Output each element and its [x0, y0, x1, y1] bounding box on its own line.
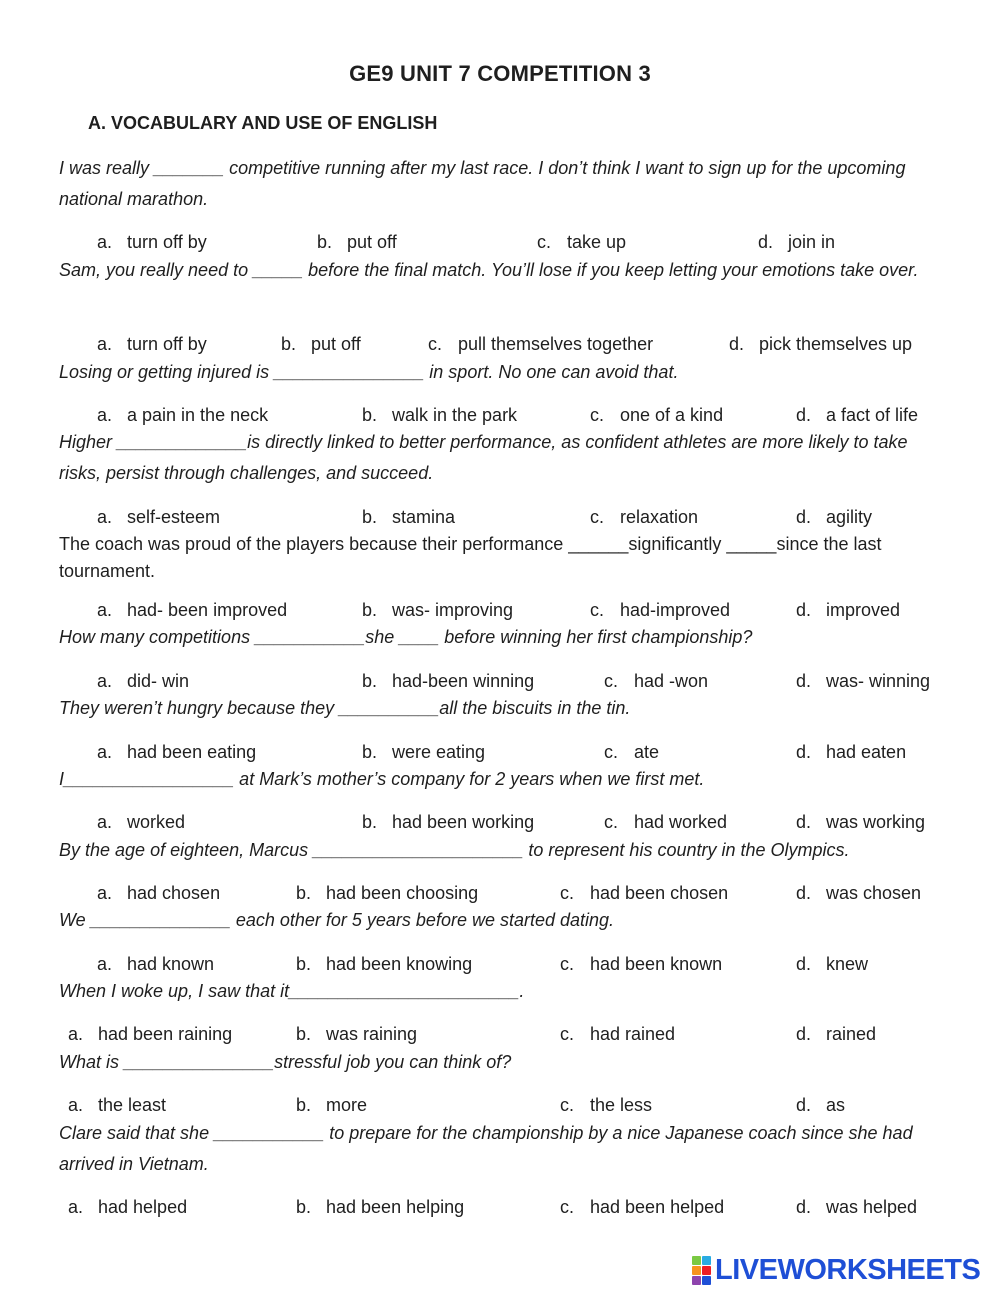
option-7b[interactable]: b. were eating	[362, 742, 486, 762]
option-4d[interactable]: d. agility	[796, 507, 873, 527]
option-7a[interactable]: a. had been eating	[97, 742, 257, 762]
option-1c[interactable]: c. take up	[537, 232, 627, 252]
question-4: Higher _____________is directly linked to better performance, as confident athletes are more likely to take risks, persist through challenges, and succeed.	[59, 432, 908, 483]
option-5b[interactable]: b. was- improving	[362, 600, 514, 620]
option-4b[interactable]: b. stamina	[362, 507, 456, 527]
section-heading: A. VOCABULARY AND USE OF ENGLISH	[88, 113, 438, 133]
question-10: We ______________ each other for 5 years before we started dating.	[59, 910, 615, 930]
option-11d[interactable]: d. rained	[796, 1024, 877, 1044]
question-3: Losing or getting injured is _______________ in sport. No one can avoid that.	[59, 362, 679, 382]
option-3b[interactable]: b. walk in the park	[362, 405, 518, 425]
option-8c[interactable]: c. had worked	[604, 812, 728, 832]
option-8b[interactable]: b. had been working	[362, 812, 535, 832]
question-2: Sam, you really need to _____ before the final match. You’ll lose if you keep letting your emotions take over.	[59, 260, 919, 280]
option-12d[interactable]: d. as	[796, 1095, 846, 1115]
option-5d[interactable]: d. improved	[796, 600, 901, 620]
option-2c[interactable]: c. pull themselves together	[428, 334, 654, 354]
page-title: GE9 UNIT 7 COMPETITION 3	[349, 61, 651, 86]
option-7c[interactable]: c. ate	[604, 742, 660, 762]
option-10c[interactable]: c. had been known	[560, 954, 723, 974]
question-9: By the age of eighteen, Marcus _____________________ to represent his country in the Olympics.	[59, 840, 850, 860]
option-9c[interactable]: c. had been chosen	[560, 883, 729, 903]
option-12a[interactable]: a. the least	[68, 1095, 167, 1115]
option-1a[interactable]: a. turn off by	[97, 232, 207, 252]
option-3d[interactable]: d. a fact of life	[796, 405, 919, 425]
option-9a[interactable]: a. had chosen	[97, 883, 221, 903]
question-13: Clare said that she ___________ to prepare for the championship by a nice Japanese coach since she had arrived in Vietnam.	[59, 1123, 913, 1174]
option-10a[interactable]: a. had known	[97, 954, 215, 974]
logo-wordmark: LIVEWORKSHEETS	[715, 1253, 981, 1286]
option-1b[interactable]: b. put off	[317, 232, 397, 252]
option-2a[interactable]: a. turn off by	[97, 334, 207, 354]
option-10d[interactable]: d. knew	[796, 954, 869, 974]
liveworksheets-logo	[692, 1255, 980, 1285]
option-13a[interactable]: a. had helped	[68, 1197, 188, 1217]
question-5: The coach was proud of the players because their performance ______significantly _____since the last tournament.	[59, 534, 882, 581]
option-6b[interactable]: b. had-been winning	[362, 671, 535, 691]
question-1: I was really _______ competitive running after my last race. I don’t think I want to sign up for the upcoming national marathon.	[59, 158, 906, 209]
question-6: How many competitions ___________she ____ before winning her first championship?	[59, 627, 753, 647]
option-5a[interactable]: a. had- been improved	[97, 600, 288, 620]
option-9b[interactable]: b. had been choosing	[296, 883, 479, 903]
option-13b[interactable]: b. had been helping	[296, 1197, 465, 1217]
option-6c[interactable]: c. had -won	[604, 671, 709, 691]
option-7d[interactable]: d. had eaten	[796, 742, 907, 762]
option-8a[interactable]: a. worked	[97, 812, 186, 832]
option-11b[interactable]: b. was raining	[296, 1024, 418, 1044]
option-13c[interactable]: c. had been helped	[560, 1197, 725, 1217]
option-12c[interactable]: c. the less	[560, 1095, 653, 1115]
option-11a[interactable]: a. had been raining	[68, 1024, 233, 1044]
option-13d[interactable]: d. was helped	[796, 1197, 918, 1217]
question-7: They weren’t hungry because they __________all the biscuits in the tin.	[59, 698, 631, 718]
option-10b[interactable]: b. had been knowing	[296, 954, 473, 974]
question-12: What is _______________stressful job you can think of?	[59, 1052, 512, 1072]
option-3a[interactable]: a. a pain in the neck	[97, 405, 269, 425]
option-11c[interactable]: c. had rained	[560, 1024, 676, 1044]
option-1d[interactable]: d. join in	[758, 232, 836, 252]
option-5c[interactable]: c. had-improved	[590, 600, 731, 620]
logo-mark-icon	[692, 1256, 711, 1285]
option-8d[interactable]: d. was working	[796, 812, 926, 832]
option-3c[interactable]: c. one of a kind	[590, 405, 724, 425]
question-8: I_________________ at Mark’s mother’s company for 2 years when we first met.	[59, 769, 705, 789]
option-6a[interactable]: a. did- win	[97, 671, 190, 691]
option-2d[interactable]: d. pick themselves up	[729, 334, 913, 354]
option-4a[interactable]: a. self-esteem	[97, 507, 221, 527]
question-11: When I woke up, I saw that it_______________________.	[59, 981, 525, 1001]
option-12b[interactable]: b. more	[296, 1095, 368, 1115]
option-9d[interactable]: d. was chosen	[796, 883, 922, 903]
option-2b[interactable]: b. put off	[281, 334, 361, 354]
option-4c[interactable]: c. relaxation	[590, 507, 699, 527]
option-6d[interactable]: d. was- winning	[796, 671, 931, 691]
